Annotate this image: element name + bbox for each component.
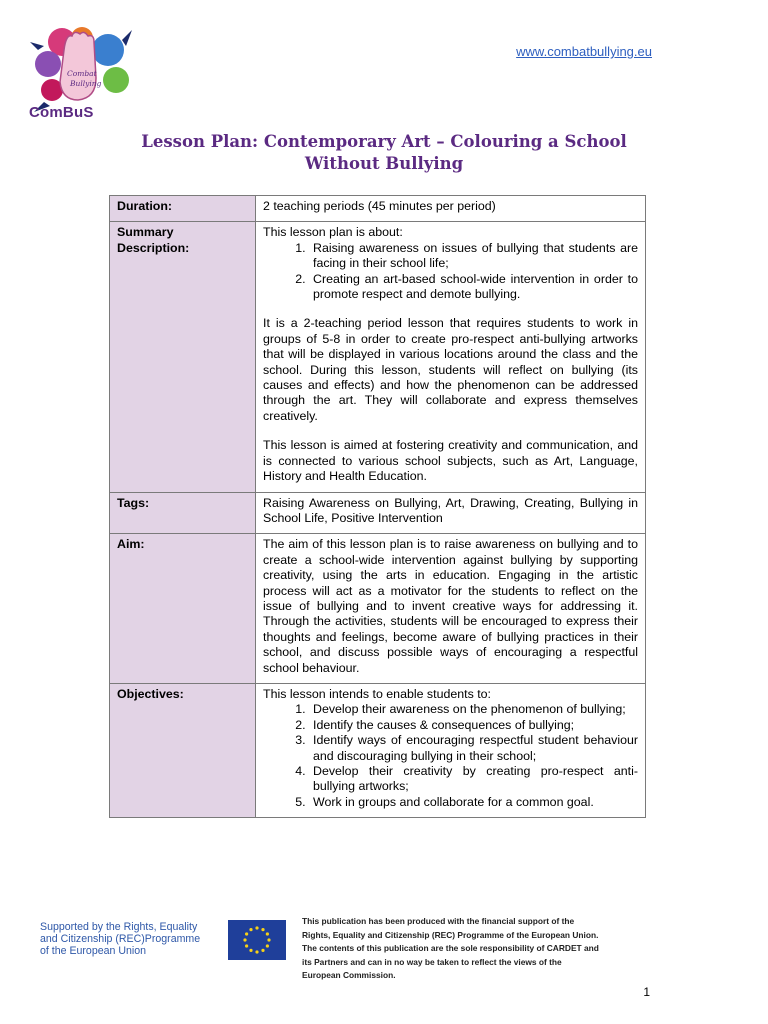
eu-star <box>261 949 264 952</box>
title-line-2: Without Bullying <box>304 154 464 173</box>
disclaimer-line: This publication has been produced with the financial support of the <box>302 916 575 926</box>
tags-label: Tags: <box>110 492 256 534</box>
footer-disclaimer <box>302 915 652 983</box>
duration-row <box>110 196 646 222</box>
objectives-list-item: 2. Identify the causes & consequences of bullying; <box>309 718 638 733</box>
disclaimer-line: Rights, Equality and Citizenship (REC) Programme of the European Union. <box>302 929 599 940</box>
objectives-label: Objectives: <box>110 683 256 817</box>
duration-value: 2 teaching periods (45 minutes per period) <box>256 196 646 222</box>
eu-star <box>266 932 269 935</box>
eu-star <box>255 926 258 929</box>
objectives-list-item: 3. Identify ways of encouraging respectful student behaviour and discouraging bullying in their school; <box>309 733 638 764</box>
logo-wordmark: ComBuS <box>29 104 94 121</box>
summary-paragraph-2: This lesson is aimed at fostering creativity and communication, and is connected to various school subjects, such as Art, Language, History and Health Education. <box>263 438 638 484</box>
objectives-list-item: 4. Develop their creativity by creating pro-respect anti-bullying artworks; <box>309 764 638 795</box>
eu-star <box>266 944 269 947</box>
eu-star <box>249 928 252 931</box>
eu-flag-icon <box>228 920 286 960</box>
summary-label <box>110 222 256 492</box>
aim-label: Aim: <box>110 534 256 684</box>
footer-support-line: of the European Union <box>40 945 147 957</box>
footer-support-line: and Citizenship (REC)Programme <box>40 933 201 945</box>
page-number: 1 <box>643 985 650 999</box>
objectives-content <box>256 683 646 817</box>
objectives-list <box>263 702 638 810</box>
website-link[interactable]: www.combatbullying.eu <box>516 44 652 59</box>
logo-hand-line2: Bullying <box>70 79 102 88</box>
aim-row <box>110 534 646 684</box>
footer-support-line: Supported by the Rights, Equality <box>40 921 198 933</box>
title-line-1: Lesson Plan: Contemporary Art – Colouring a School <box>141 132 627 151</box>
objectives-list-item: 5. Work in groups and collaborate for a common goal. <box>309 795 638 810</box>
disclaimer-line: its Partners and can in no way be taken to reflect the views of the <box>302 956 562 967</box>
logo-hand-line1: Combat <box>67 69 97 78</box>
disclaimer-line: The contents of this publication are the sole responsibility of CARDET and <box>302 943 599 954</box>
page-title <box>0 131 768 175</box>
disclaimer-line: European Commission. <box>302 970 396 981</box>
summary-content <box>256 222 646 492</box>
eu-star <box>245 944 248 947</box>
eu-star <box>255 950 258 953</box>
eu-star <box>245 932 248 935</box>
summary-list <box>263 241 638 303</box>
footer-support-text <box>40 921 200 957</box>
aim-value: The aim of this lesson plan is to raise awareness on bullying and to create a school-wide intervention against bullying by supporting creativity, using the arts in education. Engaging in the artistic process will act as a motivator for the students to reflect on the issue of bullying and to invent creative ways for addressing it. Through the activities, students will be encouraged to express their thoughts and feelings, become aware of bullying practices in their school, and discuss possible ways of encouraging a respectful school behaviour. <box>256 534 646 684</box>
tags-row <box>110 492 646 534</box>
summary-list-item: 1. Raising awareness on issues of bullying that students are facing in their school life; <box>309 241 638 272</box>
objectives-list-item: 1. Develop their awareness on the phenomenon of bullying; <box>309 702 638 717</box>
eu-star <box>249 949 252 952</box>
summary-paragraph-1: It is a 2-teaching period lesson that requires students to work in groups of 5-8 in order to create pro-respect anti-bullying artworks that will be displayed in various locations around the class and the school. During this lesson, students will reflect on bullying (its causes and effects) and how the phenomenon can be addressed through the art. They will collaborate and express themselves creatively. <box>263 316 638 423</box>
eu-star <box>267 938 270 941</box>
summary-intro: This lesson plan is about: <box>263 225 403 240</box>
summary-label-line1: Summary <box>117 225 174 240</box>
summary-row <box>110 222 646 492</box>
eu-star <box>261 928 264 931</box>
eu-star <box>243 938 246 941</box>
lesson-plan-table <box>109 195 646 818</box>
tags-value: Raising Awareness on Bullying, Art, Drawing, Creating, Bullying in School Life, Positive Intervention <box>256 492 646 534</box>
objectives-row <box>110 683 646 817</box>
objectives-intro: This lesson intends to enable students to: <box>263 686 491 701</box>
summary-label-line2: Description: <box>117 240 190 255</box>
summary-list-item: 2. Creating an art-based school-wide intervention in order to promote respect and demote bullying. <box>309 272 638 303</box>
duration-label: Duration: <box>110 196 256 222</box>
